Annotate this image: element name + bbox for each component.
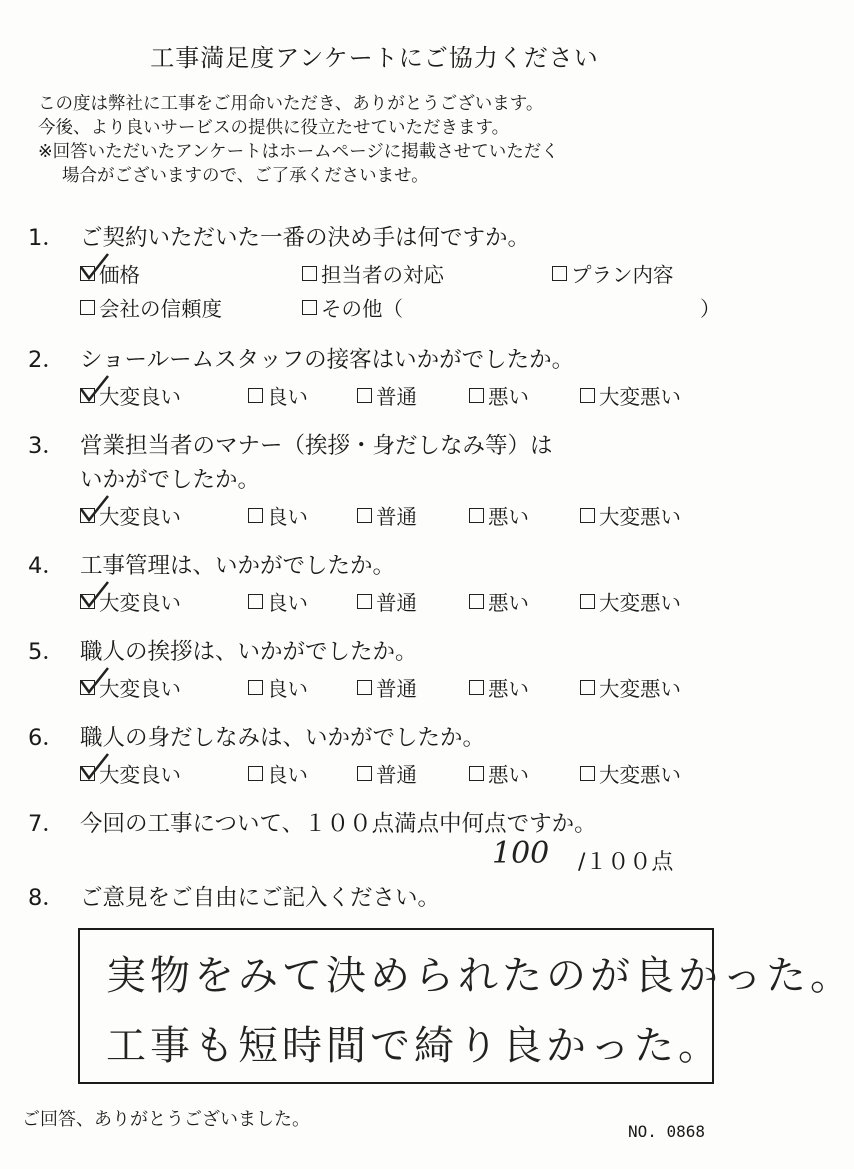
q1-option-plan[interactable] — [552, 258, 674, 288]
checkbox[interactable] — [580, 594, 595, 609]
q6-option-3[interactable] — [357, 758, 417, 788]
checkbox-checked[interactable] — [80, 388, 95, 403]
option-label: 普通 — [376, 677, 417, 701]
checkbox-checked[interactable] — [80, 766, 95, 781]
option-label: その他（ — [321, 297, 403, 321]
question-6 — [28, 720, 485, 752]
checkbox[interactable] — [302, 300, 317, 315]
question-7-text: 今回の工事について、１００点満点中何点ですか。 — [80, 811, 597, 837]
checkbox[interactable] — [357, 594, 372, 609]
checkbox[interactable] — [552, 266, 567, 281]
q1-option-trust[interactable] — [80, 292, 222, 322]
intro-line-4: 場合がございますので、ご了承くださいませ。 — [62, 166, 429, 186]
checkbox[interactable] — [469, 508, 484, 523]
option-label: 悪い — [488, 591, 529, 615]
question-4 — [28, 548, 395, 580]
question-2-number: 2． — [28, 347, 65, 373]
q5-option-4[interactable] — [469, 672, 529, 702]
q1-option-price[interactable] — [80, 258, 140, 288]
question-6-number: 6． — [28, 725, 65, 751]
question-3 — [28, 428, 553, 460]
option-label: 普通 — [376, 505, 417, 529]
q1-option-staff[interactable] — [302, 258, 444, 288]
q6-option-1[interactable] — [80, 758, 181, 788]
checkmark-icon — [78, 251, 112, 285]
checkbox[interactable] — [580, 766, 595, 781]
score-max: /１００点 — [578, 850, 674, 875]
question-2-text: ショールームスタッフの接客はいかがでしたか。 — [80, 347, 575, 373]
q4-option-5[interactable] — [580, 586, 681, 616]
q2-option-3[interactable] — [357, 380, 417, 410]
question-3-number: 3． — [28, 433, 65, 459]
comment-line-2: 工事も短時間で綺り良かった。 — [106, 1023, 722, 1069]
footer-thanks: ご回答、ありがとうございました。 — [22, 1109, 310, 1130]
question-2 — [28, 342, 574, 374]
question-3-text: 営業担当者のマナー（挨拶・身だしなみ等）は — [80, 433, 553, 459]
question-1-text: ご契約いただいた一番の決め手は何ですか。 — [80, 225, 531, 251]
question-4-text: 工事管理は、いかがでしたか。 — [80, 553, 396, 579]
option-label: 悪い — [488, 763, 529, 787]
option-label: 大変悪い — [599, 677, 681, 701]
q1-other-close-paren: ） — [700, 297, 721, 321]
checkbox[interactable] — [248, 680, 263, 695]
checkbox[interactable] — [248, 508, 263, 523]
checkbox[interactable] — [469, 594, 484, 609]
checkbox[interactable] — [248, 388, 263, 403]
intro-line-3: ※回答いただいたアンケートはホームページに掲載させていただく — [38, 142, 559, 162]
q2-option-1[interactable] — [80, 380, 181, 410]
intro-text — [38, 92, 559, 188]
intro-line-1: この度は弊社に工事をご用命いただき、ありがとうございます。 — [38, 94, 544, 114]
question-6-text: 職人の身だしなみは、いかがでしたか。 — [80, 725, 486, 751]
checkbox[interactable] — [580, 680, 595, 695]
q4-option-2[interactable] — [248, 586, 308, 616]
option-label: 悪い — [488, 677, 529, 701]
checkbox[interactable] — [580, 388, 595, 403]
q3-option-5[interactable] — [580, 500, 681, 530]
option-label: 大変悪い — [599, 763, 681, 787]
option-label: プラン内容 — [571, 263, 674, 287]
question-8-text: ご意見をご自由にご記入ください。 — [80, 885, 441, 911]
q3-option-1[interactable] — [80, 500, 181, 530]
intro-line-2: 今後、より良いサービスの提供に役立たせていただきます。 — [38, 118, 510, 138]
question-5-number: 5． — [28, 639, 65, 665]
question-1 — [28, 220, 530, 252]
option-label: 普通 — [376, 385, 417, 409]
checkbox[interactable] — [357, 388, 372, 403]
serial-number: NO. 0868 — [628, 1122, 706, 1141]
option-label: 大変悪い — [599, 505, 681, 529]
checkbox[interactable] — [469, 388, 484, 403]
q5-option-5[interactable] — [580, 672, 681, 702]
q4-option-4[interactable] — [469, 586, 529, 616]
q6-option-4[interactable] — [469, 758, 529, 788]
checkbox-checked[interactable] — [80, 594, 95, 609]
option-label: 悪い — [488, 385, 529, 409]
checkbox[interactable] — [80, 300, 95, 315]
option-label: 大変良い — [99, 677, 181, 701]
q2-option-5[interactable] — [580, 380, 681, 410]
option-label: 良い — [267, 763, 308, 787]
option-label: 良い — [267, 677, 308, 701]
checkbox[interactable] — [469, 766, 484, 781]
checkbox[interactable] — [248, 594, 263, 609]
option-label: 大変良い — [99, 591, 181, 615]
q1-option-other[interactable] — [302, 292, 403, 322]
option-label: 大変良い — [99, 385, 181, 409]
option-label: 価格 — [99, 263, 140, 287]
option-label: 良い — [267, 591, 308, 615]
option-label: 良い — [267, 385, 308, 409]
checkmark-icon — [78, 373, 112, 407]
checkbox-checked[interactable] — [80, 266, 95, 281]
checkbox[interactable] — [580, 508, 595, 523]
comment-box[interactable] — [78, 928, 854, 1084]
checkbox[interactable] — [357, 680, 372, 695]
option-label: 良い — [267, 505, 308, 529]
checkmark-icon — [78, 493, 112, 527]
question-8-number: 8． — [28, 885, 65, 911]
q2-option-2[interactable] — [248, 380, 308, 410]
question-7-number: 7． — [28, 811, 65, 837]
question-3-text-line-2: いかがでしたか。 — [80, 467, 261, 493]
q6-option-2[interactable] — [248, 758, 308, 788]
checkbox[interactable] — [302, 266, 317, 281]
q4-option-3[interactable] — [357, 586, 417, 616]
survey-title: 工事満足度アンケートにご協力ください — [150, 44, 599, 72]
checkmark-icon — [78, 665, 112, 699]
score-answer[interactable]: 100 — [492, 836, 550, 871]
option-label: 普通 — [376, 763, 417, 787]
checkbox[interactable] — [357, 766, 372, 781]
q3-option-3[interactable] — [357, 500, 417, 530]
q5-option-2[interactable] — [248, 672, 308, 702]
question-5 — [28, 634, 418, 666]
option-label: 大変良い — [99, 505, 181, 529]
checkbox[interactable] — [357, 508, 372, 523]
option-label: 大変悪い — [599, 591, 681, 615]
checkmark-icon — [78, 751, 112, 785]
checkbox[interactable] — [469, 680, 484, 695]
question-7 — [28, 806, 597, 838]
question-1-number: 1． — [28, 225, 65, 251]
question-4-number: 4． — [28, 553, 65, 579]
checkbox-checked[interactable] — [80, 508, 95, 523]
option-label: 大変悪い — [599, 385, 681, 409]
question-5-text: 職人の挨拶は、いかがでしたか。 — [80, 639, 418, 665]
option-label: 大変良い — [99, 763, 181, 787]
option-label: 担当者の対応 — [321, 263, 444, 287]
q5-option-1[interactable] — [80, 672, 181, 702]
question-8 — [28, 880, 440, 912]
q4-option-1[interactable] — [80, 586, 181, 616]
option-label: 普通 — [376, 591, 417, 615]
q2-option-4[interactable] — [469, 380, 529, 410]
checkbox[interactable] — [248, 766, 263, 781]
q3-option-4[interactable] — [469, 500, 529, 530]
q5-option-3[interactable] — [357, 672, 417, 702]
checkbox-checked[interactable] — [80, 680, 95, 695]
q6-option-5[interactable] — [580, 758, 681, 788]
comment-line-1: 実物をみて決められたのが良かった。 — [106, 953, 854, 999]
option-label: 悪い — [488, 505, 529, 529]
q3-option-2[interactable] — [248, 500, 308, 530]
checkmark-icon — [78, 579, 112, 613]
option-label: 会社の信頼度 — [99, 297, 222, 321]
